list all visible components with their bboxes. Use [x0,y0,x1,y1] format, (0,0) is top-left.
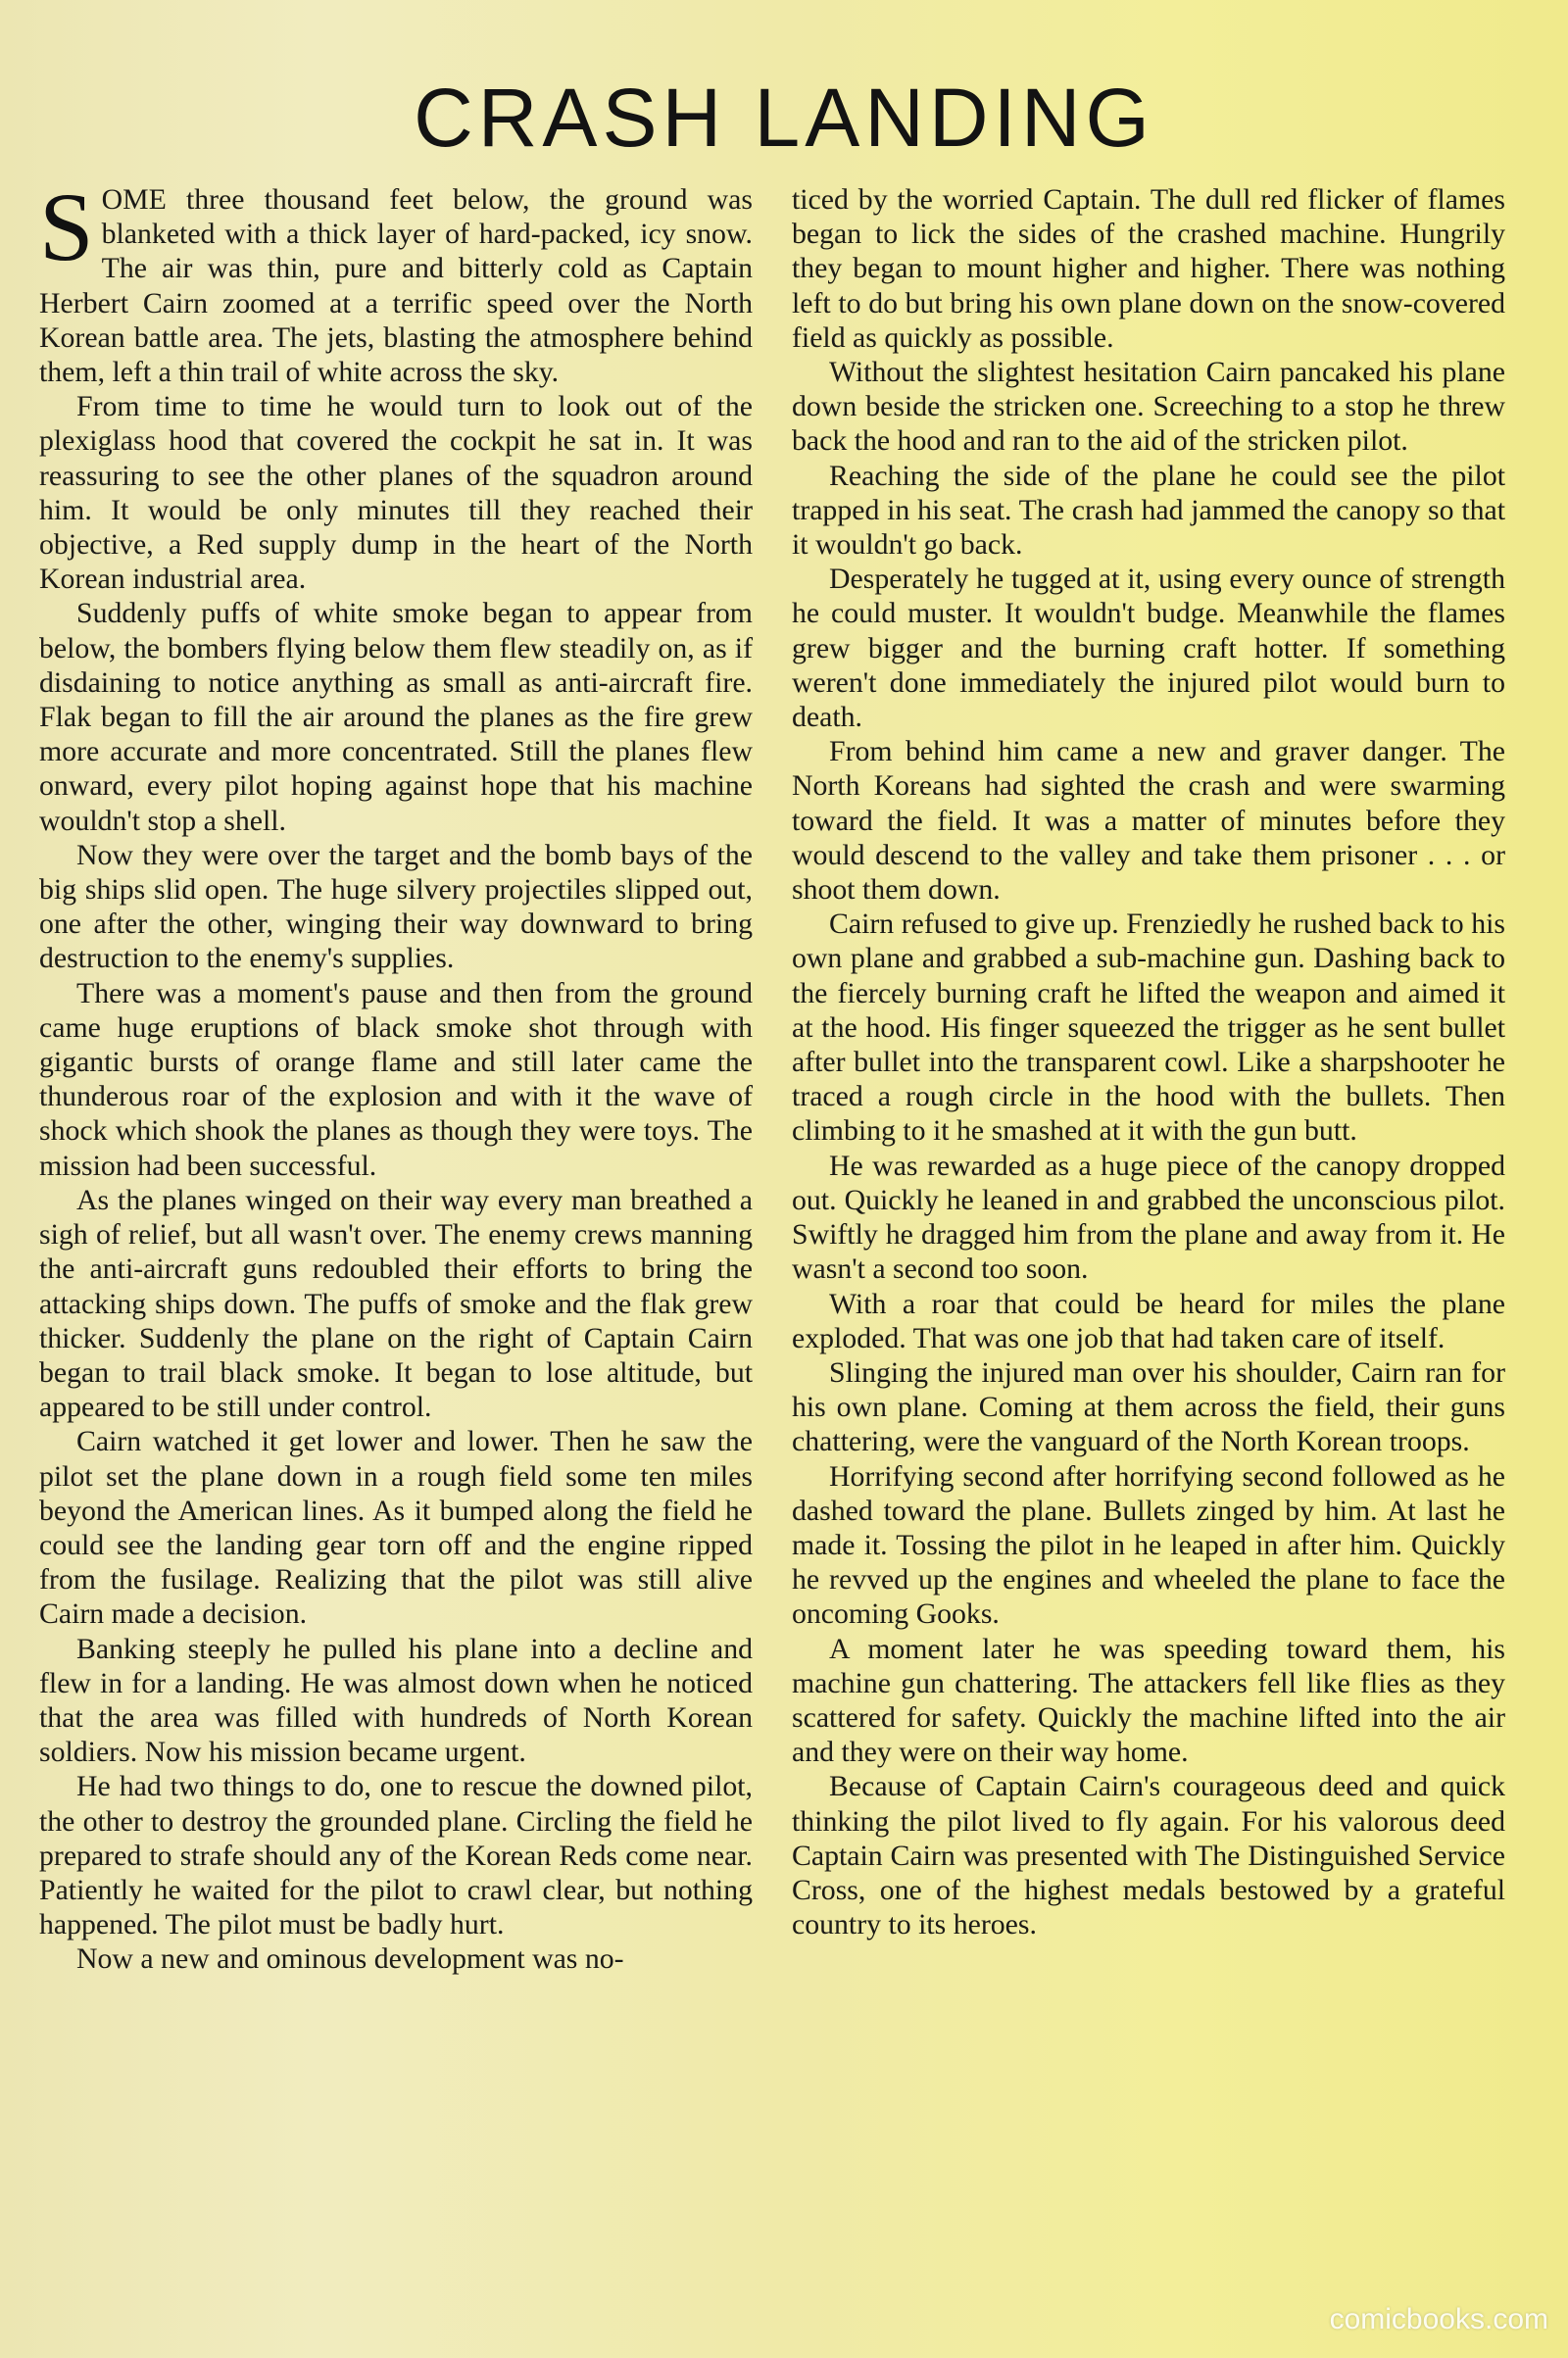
paragraph: Desperately he tugged at it, using every ounce of strength he could muster. It wouldn't budge. Meanwhile the flames grew bigger and the burning craft hotter. If something weren't done immediately the injured pilot would burn to death. [792,563,1505,734]
right-column [792,182,1505,2289]
paragraph: A moment later he was speeding toward them, his machine gun chattering. The attackers fell like flies as they scattered for safety. Quickly the machine lifted into the air and they were on their way home. [792,1632,1505,1769]
paragraph: Cairn watched it get lower and lower. Then he saw the pilot set the plane down in a rough field some ten miles beyond the American lines. As it bumped along the field he could see the landing gear torn off and the engine ripped from the fusilage. Realizing that the pilot was still alive Cairn made a decision. [39,1425,753,1631]
continued-paragraph: ticed by the worried Captain. The dull red flicker of flames began to lick the sides of the crashed machine. Hungrily they began to mount higher and higher. There was nothing left to do but bring his own plane down on the snow-covered field as quickly as possible. [792,183,1505,354]
paragraph: Now they were over the target and the bomb bays of the big ships slid open. The huge silvery projectiles slipped out, one after the other, winging their way downward to bring destruction to the enemy's supplies. [39,838,753,975]
paragraph: With a roar that could be heard for miles the plane exploded. That was one job that had taken care of itself. [792,1287,1505,1354]
paragraph: He had two things to do, one to rescue the downed pilot, the other to destroy the grounded plane. Circling the field he prepared to strafe should any of the Korean Reds come near. Patiently he waited for the pilot to crawl clear, but nothing happened. The pilot must be badly hurt. [39,1770,753,1941]
left-column [39,172,753,2289]
opening-paragraph [39,172,753,389]
story-title: CRASH LANDING [414,72,1154,164]
paragraph: He was rewarded as a huge piece of the canopy dropped out. Quickly he leaned in and grabbed the unconscious pilot. Swiftly he dragged him from the plane and away from it. He wasn't a second too soon. [792,1149,1505,1286]
paragraph: As the planes winged on their way every man breathed a sigh of relief, but all wasn't over. The enemy crews manning the anti-aircraft guns redoubled their efforts to bring the attacking ships down. The puffs of smoke and the flak grew thicker. Suddenly the plane on the right of Captain Cairn began to trail black smoke. It began to lose altitude, but appeared to be still under control. [39,1183,753,1424]
paragraph: From behind him came a new and graver danger. The North Koreans had sighted the crash and were swarming toward the field. It was a matter of minutes before they would descend to the valley and take them prisoner . . . or shoot them down. [792,735,1505,907]
paragraph: From time to time he would turn to look out of the plexiglass hood that covered the cockpit he sat in. It was reassuring to see the other planes of the squadron around him. It would be only minutes till they reached their objective, a Red supply dump in the heart of the North Korean industrial area. [39,390,753,596]
drop-cap: S [39,172,94,281]
paragraph: Now a new and ominous development was no- [76,1942,624,1976]
paragraph: Banking steeply he pulled his plane into a decline and flew in for a landing. He was almost down when he noticed that the area was filled with hundreds of North Korean soldiers. Now his mission became urgent. [39,1632,753,1769]
watermark-text: comicbooks.com [1329,2303,1548,2335]
paragraph: Horrifying second after horrifying second followed as he dashed toward the plane. Bullets zinged by him. At last he made it. Tossing the pilot in he leaped in after him. Quickly he revved up the engines and wheeled the plane to face the oncoming Gooks. [792,1459,1505,1631]
opening-text: OME three thousand feet below, the ground was blanketed with a thick layer of hard-packed, icy snow. The air was thin, pure and bitterly cold as Captain Herbert Cairn zoomed at a terrific speed over the North Korean battle area. The jets, blasting the atmosphere behind them, left a thin trail of white across the sky. [39,183,753,389]
paragraph: There was a moment's pause and then from the ground came huge eruptions of black smoke shot through with gigantic bursts of orange flame and still later came the thunderous roar of the explosion and with it the wave of shock which shook the planes as though they were toys. The mission had been successful. [39,976,753,1182]
paragraph: Slinging the injured man over his shoulder, Cairn ran for his own plane. Coming at them across the field, their guns chattering, were the vanguard of the North Korean troops. [792,1355,1505,1458]
paragraph: Because of Captain Cairn's courageous deed and quick thinking the pilot lived to fly again. For his valorous deed Captain Cairn was presented with The Distinguished Service Cross, one of the highest medals bestowed by a grateful country to its heroes. [792,1770,1505,1941]
paragraph: Without the slightest hesitation Cairn pancaked his plane down beside the stricken one. Screeching to a stop he threw back the hood and ran to the aid of the stricken pilot. [792,356,1505,458]
paragraph: Cairn refused to give up. Frenziedly he rushed back to his own plane and grabbed a sub-machine gun. Dashing back to the fiercely burning craft he lifted the weapon and aimed it at the hood. His finger squeezed the trigger as he sent bullet after bullet into the transparent cowl. Like a sharpshooter he traced a rough circle in the hood with the bullets. Then climbing to it he smashed at it with the gun butt. [792,908,1505,1148]
paragraph: Reaching the side of the plane he could see the pilot trapped in his seat. The crash had jammed the canopy so that it wouldn't go back. [792,459,1505,562]
paragraph: Suddenly puffs of white smoke began to appear from below, the bombers flying below them flew steadily on, as if disdaining to notice anything as small as anti-aircraft fire. Flak began to fill the air around the planes as the fire grew more accurate and more concentrated. Still the planes flew onward, every pilot hoping against hope that his machine wouldn't stop a shell. [39,597,753,837]
